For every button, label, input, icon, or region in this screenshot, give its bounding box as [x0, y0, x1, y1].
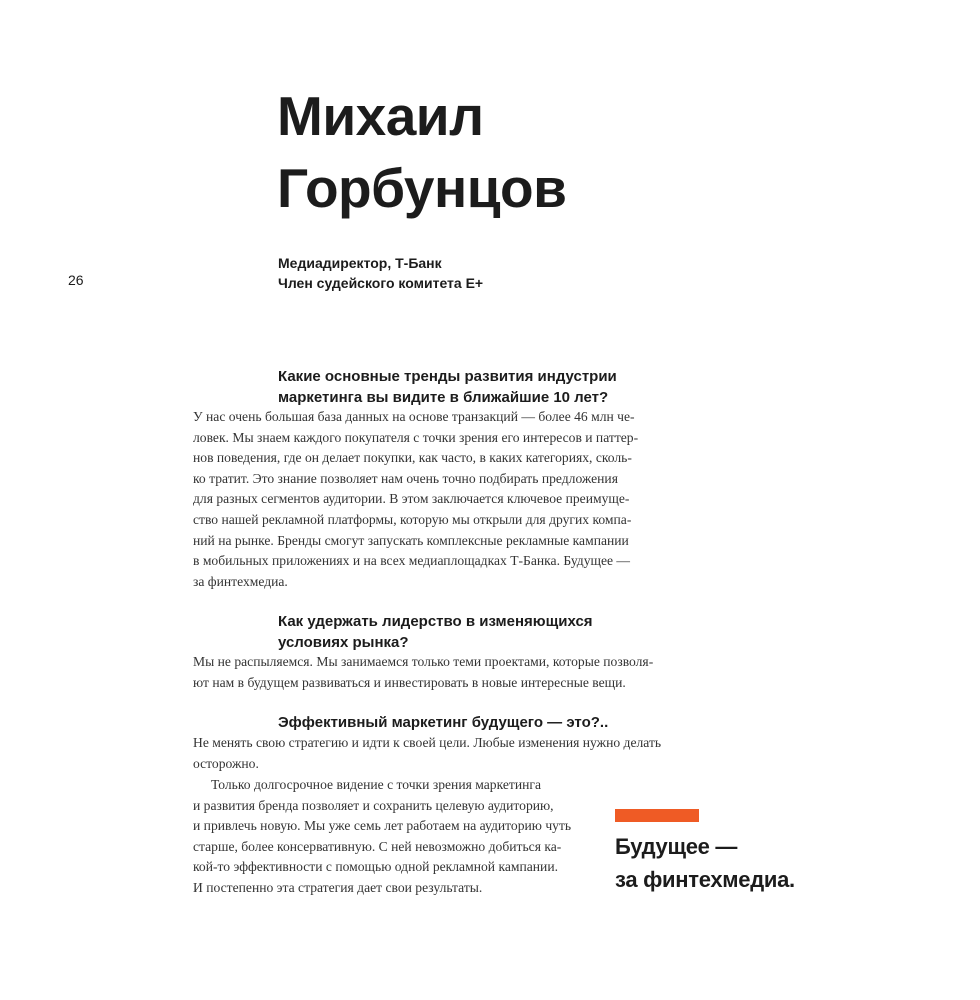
question-line: Какие основные тренды развития индустрии [278, 368, 617, 385]
answer-line: для разных сегментов аудитории. В этом заключается ключевое преимуще- [193, 491, 630, 507]
answer-line: ко тратит. Это знание позволяет нам очень точно подбирать предложения [193, 470, 618, 486]
answer-line: за финтехмедиа. [193, 573, 288, 589]
answer-trends [193, 407, 713, 592]
answer-line: И постепенно эта стратегия дает свои результаты. [193, 879, 483, 895]
question-line: маркетинга вы видите в ближайшие 10 лет? [278, 389, 609, 406]
person-first-name: Михаил [277, 85, 484, 147]
answer-line: старше, более консервативную. С ней невозможно добиться ка- [193, 838, 562, 854]
answer-line: нов поведения, где он делает покупки, как часто, в каких категориях, сколь- [193, 450, 632, 466]
answer-line: кой-то эффективности с помощью одной рекламной кампании. [193, 859, 559, 875]
question-line: условиях рынка? [278, 634, 409, 651]
answer-line: У нас очень большая база данных на основе транзакций — более 46 млн че- [193, 409, 635, 424]
answer-line: ний на рынке. Бренды смогут запускать комплексные рекламные кампании [193, 532, 629, 548]
answer-line: осторожно. [193, 755, 259, 771]
pull-quote [615, 830, 795, 896]
pull-quote-line: Будущее — [615, 834, 738, 859]
answer-line: ют нам в будущем развиваться и инвестировать в новые интересные вещи. [193, 674, 626, 690]
answer-line: Мы не распыляемся. Мы занимаемся только теми проектами, которые позволя- [193, 654, 654, 669]
person-last-name: Горбунцов [277, 157, 567, 219]
answer-line: Только долгосрочное видение с точки зрения маркетинга [211, 777, 541, 792]
answer-line: ловек. Мы знаем каждого покупателя с точки зрения его интересов и паттер- [193, 429, 639, 445]
question-line: Как удержать лидерство в изменяющихся [278, 613, 593, 630]
answer-line: и привлечь новую. Мы уже семь лет работаем на аудиторию чуть [193, 818, 572, 834]
answer-leadership [193, 652, 713, 693]
answer-line: Не менять свою стратегию и идти к своей цели. Любые изменения нужно делать [193, 735, 662, 750]
pull-quote-line: за финтехмедиа. [615, 867, 795, 892]
answer-line: ство нашей рекламной платформы, которую мы открыли для других компа- [193, 511, 632, 527]
role-committee: Член судейского комитета Е+ [278, 275, 484, 291]
person-role [278, 253, 483, 293]
question-line: Эффективный маркетинг будущего — это?.. [278, 714, 609, 731]
answer-effective-marketing [193, 733, 713, 774]
question-trends [278, 366, 617, 408]
accent-bar [615, 809, 699, 822]
answer-line: в мобильных приложениях и на всех медиаплощадках Т-Банка. Будущее — [193, 553, 631, 569]
answer-effective-marketing-paragraph-2 [193, 775, 605, 899]
question-leadership [278, 611, 593, 653]
person-name [277, 80, 566, 224]
page-number: 26 [68, 272, 84, 288]
question-effective-marketing [278, 712, 608, 733]
answer-line: и развития бренда позволяет и сохранить целевую аудиторию, [193, 797, 554, 813]
role-position: Медиадиректор, Т-Банк [278, 255, 442, 271]
